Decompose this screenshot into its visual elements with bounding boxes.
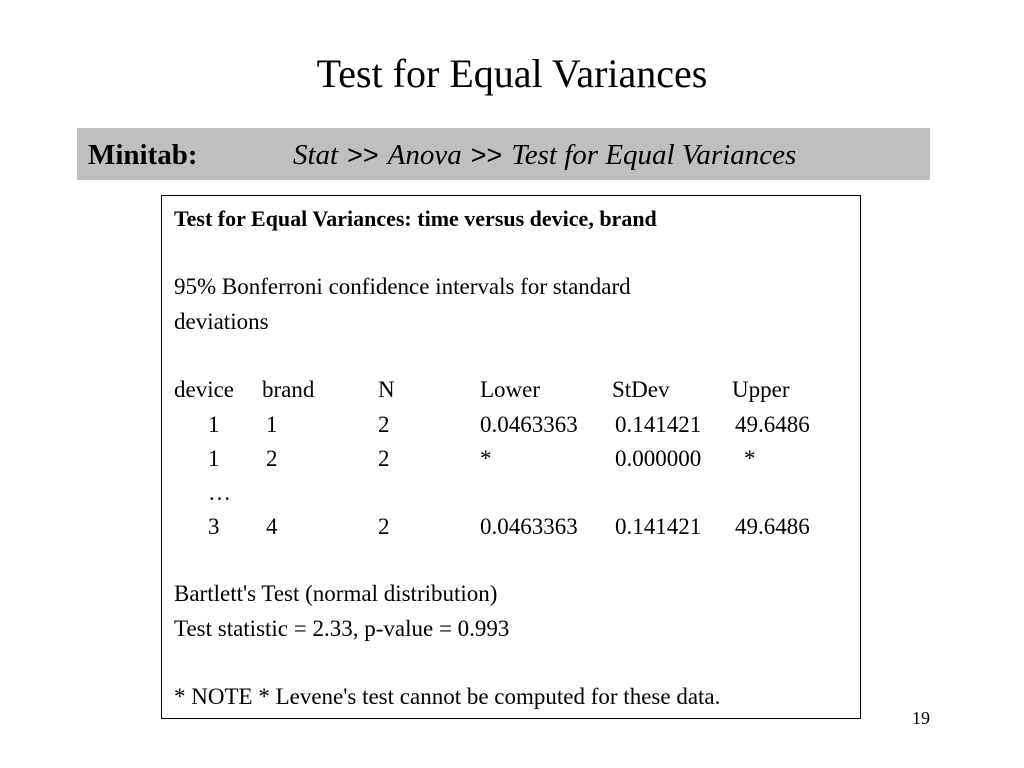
bartlett-test-title: Bartlett's Test (normal distribution) <box>174 581 498 606</box>
menu-path-banner <box>77 128 930 180</box>
page-number: 19 <box>912 708 930 728</box>
cell-stdev: 0.141421 <box>615 514 702 539</box>
cell-device: 1 <box>208 446 220 471</box>
menu-path-separator: >> <box>470 140 503 170</box>
menu-path-item-anova: Anova <box>387 139 462 171</box>
cell-stdev: 0.141421 <box>615 412 702 437</box>
ci-description-line-2: deviations <box>174 309 269 334</box>
menu-path-item-stat: Stat <box>293 139 339 171</box>
cell-n: 2 <box>378 446 390 471</box>
menu-path <box>293 138 796 172</box>
cell-device: … <box>208 480 231 505</box>
session-output-box <box>161 195 861 719</box>
menu-label: Minitab: <box>88 139 198 171</box>
cell-brand: 4 <box>266 514 278 539</box>
output-heading: Test for Equal Variances: time versus device, brand <box>174 206 657 231</box>
table-row <box>162 410 852 440</box>
slide-title: Test for Equal Variances <box>316 51 708 96</box>
cell-stdev: 0.000000 <box>615 446 702 471</box>
column-header-lower: Lower <box>480 377 541 402</box>
cell-upper: 49.6486 <box>735 412 810 437</box>
cell-device: 1 <box>208 412 220 437</box>
cell-lower: 0.0463363 <box>480 412 578 437</box>
cell-upper: 49.6486 <box>735 514 810 539</box>
menu-path-separator: >> <box>347 140 379 170</box>
levene-note: * NOTE * Levene's test cannot be computed for these data. <box>174 684 721 709</box>
cell-brand: 1 <box>266 412 278 437</box>
cell-n: 2 <box>378 514 390 539</box>
table-header <box>162 375 852 405</box>
cell-device: 3 <box>208 514 220 539</box>
table-row <box>162 444 852 474</box>
column-header-upper: Upper <box>732 377 790 402</box>
column-header-stdev: StDev <box>612 377 670 402</box>
table-row-ellipsis <box>162 478 852 508</box>
column-header-brand: brand <box>262 377 315 402</box>
cell-brand: 2 <box>266 446 278 471</box>
cell-lower: * <box>480 446 492 471</box>
cell-upper: * <box>744 446 756 471</box>
bartlett-test-result: Test statistic = 2.33, p-value = 0.993 <box>174 616 510 641</box>
column-header-n: N <box>378 377 395 402</box>
table-row <box>162 512 852 542</box>
ci-description-line-1: 95% Bonferroni confidence intervals for standard <box>174 274 631 299</box>
cell-n: 2 <box>378 412 390 437</box>
cell-lower: 0.0463363 <box>480 514 578 539</box>
menu-path-item-test: Test for Equal Variances <box>511 139 797 171</box>
column-header-device: device <box>174 377 235 402</box>
